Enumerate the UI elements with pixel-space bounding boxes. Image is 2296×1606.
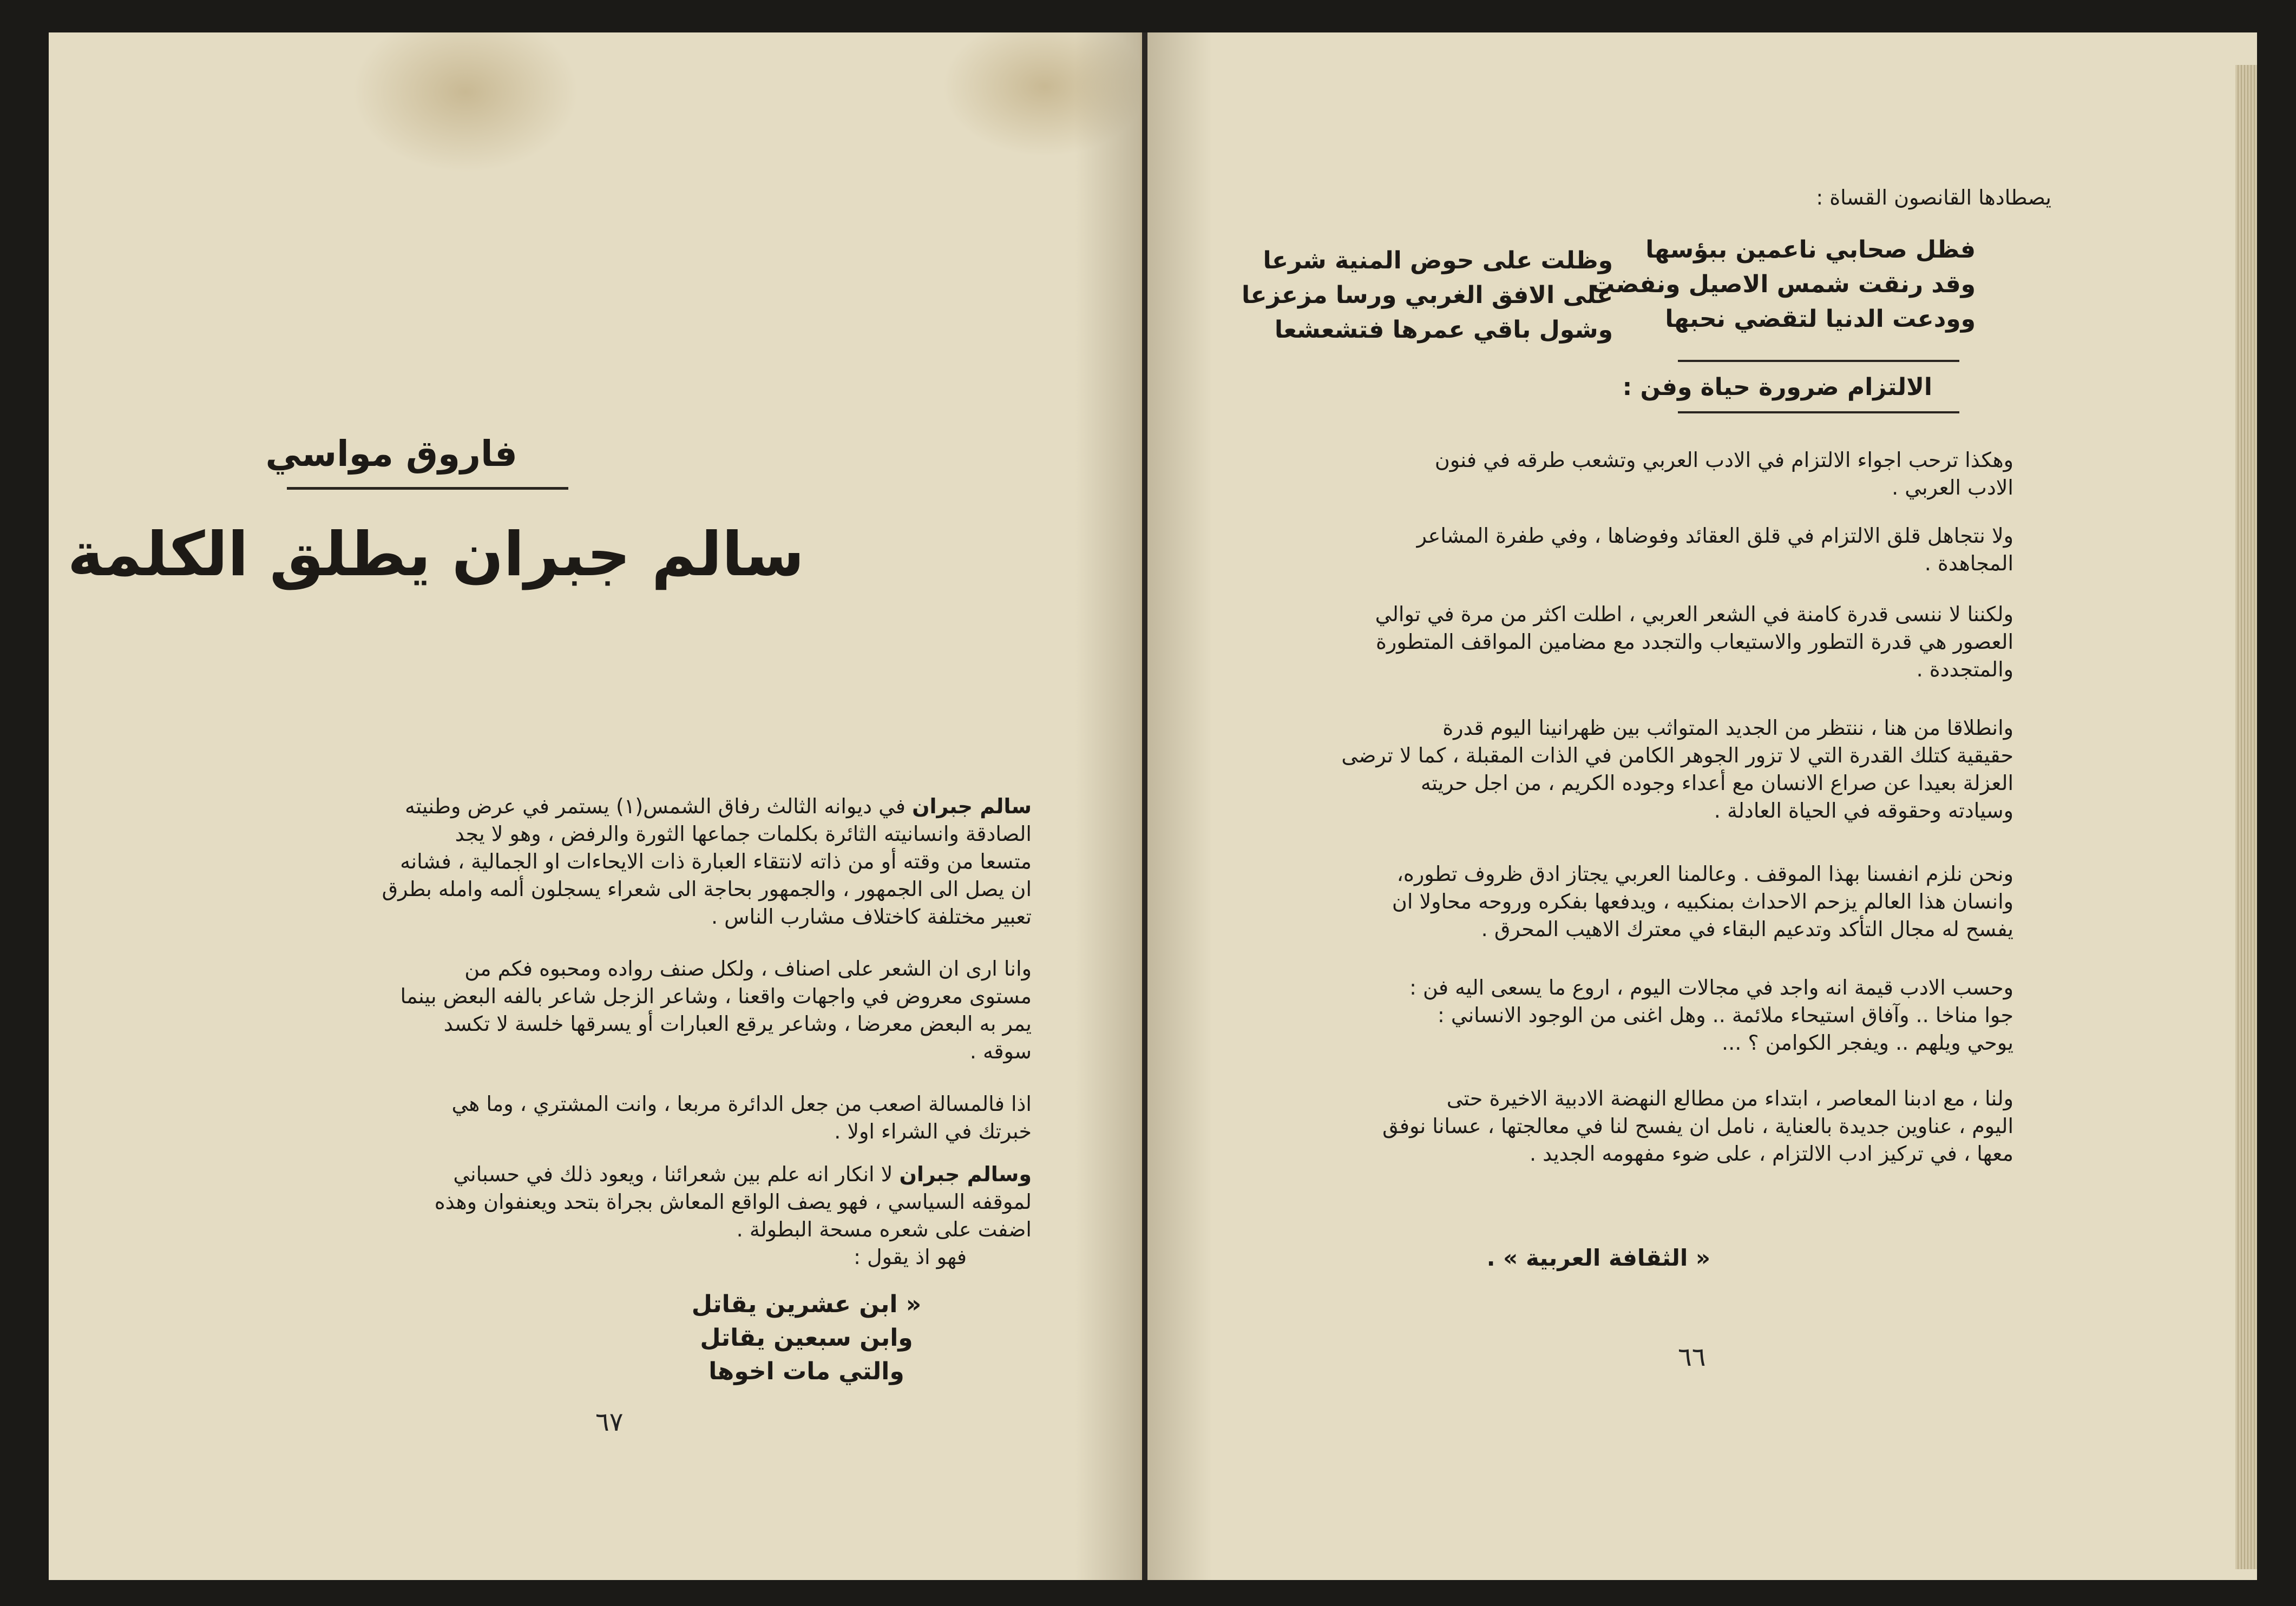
verse-line: وقد رنقت شمس الاصيل ونفضت	[1591, 271, 1976, 298]
paragraph-line: ان يصل الى الجمهور ، والجمهور بحاجة الى شعراء يسجلون ألمه وامله بطرق	[382, 877, 1032, 901]
poem-line: وابن سبعين يقاتل	[700, 1324, 913, 1352]
paragraph-lead: وسالم جبران	[899, 1162, 1032, 1186]
paragraph-6	[1245, 974, 2013, 1057]
paragraph-line: وسيادته وحقوقه في الحياة العادلة .	[1714, 799, 2013, 822]
paragraph-line: اليوم ، عناوين جديدة بالعناية ، نامل ان يفسح لنا في معالجتها ، عسانا نوفق	[1382, 1114, 2013, 1138]
paragraph-line: المجاهدة .	[1924, 551, 2013, 575]
paragraph-5	[1245, 860, 2013, 943]
paragraph-line: والمتجددة .	[1916, 657, 2013, 681]
verse-line: فظل صحابي ناعمين ببؤسها	[1645, 236, 1976, 264]
verse-line: وشول باقي عمرها فتشعشعا	[1274, 316, 1613, 344]
paragraph-line: اضفت على شعره مسحة البطولة .	[736, 1217, 1032, 1241]
paragraph-line: الادب العربي .	[1892, 476, 2013, 499]
paragraph-line: ولا نتجاهل قلق الالتزام في قلق العقائد وفوضاها ، وفي طفرة المشاعر	[1416, 524, 2013, 548]
paragraph-line: فهو اذ يقول :	[854, 1245, 967, 1269]
verse-line: على الافق الغربي ورسا مزعزعا	[1241, 281, 1613, 309]
paragraph-line: سوقه .	[969, 1039, 1032, 1063]
paragraph-line: وانسان هذا العالم يزحم الاحداث بمنكبيه ، ويدفعها بفكره وروحه محاولا ان	[1392, 890, 2013, 913]
paragraph-line: يفسح له مجال التأكد وتدعيم البقاء في معترك الاهيب المحرق .	[1481, 917, 2013, 941]
water-stain	[352, 32, 579, 173]
paragraph-4	[209, 1161, 1032, 1271]
paragraph-1	[1245, 446, 2013, 502]
paragraph-line: يمر به البعض معرضا ، وشاعر يرقع العبارات أو يسرقها خلسة لا تكسد	[443, 1012, 1032, 1036]
open-book	[49, 32, 2257, 1580]
paragraph-line: العصور هي قدرة التطور والاستيعاب والتجدد مع مضامين المواقف المتطورة	[1376, 630, 2013, 654]
paragraph-line: معها ، في تركيز ادب الالتزام ، على ضوء مفهومه الجديد .	[1529, 1142, 2013, 1166]
heading-rule	[1678, 411, 1959, 413]
paragraph-line: اذا فالمسالة اصعب من جعل الدائرة مربعا ، وانت المشتري ، وما هي	[451, 1092, 1032, 1116]
page-number: ٦٦	[1678, 1342, 1706, 1372]
paragraph-line: متسعا من وقته أو من ذاته لانتقاء العبارة ذات الايحاءات او الجمالية ، فشانه	[400, 850, 1032, 873]
paragraph-line: يوحي ويلهم .. ويفجر الكوامن ؟ ...	[1722, 1031, 2013, 1055]
section-subheading: الالتزام ضرورة حياة وفن :	[1622, 373, 1932, 401]
right-page	[1147, 32, 2257, 1580]
paragraph-line: خبرتك في الشراء اولا .	[834, 1120, 1032, 1143]
paragraph-2	[1245, 522, 2013, 577]
paragraph-lead: سالم جبران	[912, 794, 1032, 818]
paragraph-line: لموقفه السياسي ، فهو يصف الواقع المعاش بجراة بتحد ويعنفوان وهذه	[434, 1190, 1032, 1214]
paragraph-line: وانطلاقا من هنا ، ننتظر من الجديد المتواثب بين ظهرانينا اليوم قدرة	[1442, 716, 2013, 740]
article-title: سالم جبران يطلق الكلمة	[67, 519, 804, 590]
poem-excerpt	[644, 1288, 969, 1388]
verse-column-right	[1586, 233, 1976, 337]
paragraph-2	[209, 955, 1032, 1065]
paragraph-line: تعبير مختلفة كاختلاف مشارب الناس .	[711, 905, 1032, 929]
intro-line: يصطادها القانصون القساة :	[1816, 186, 2051, 209]
paragraph-line: حقيقية كتلك القدرة التي لا تزور الجوهر الكامن في الذات المقبلة ، كما لا ترضى	[1341, 743, 2013, 767]
paragraph-line: وحسب الادب قيمة انه واجد في مجالات اليوم ، اروع ما يسعى اليه فن :	[1409, 976, 2013, 999]
page-edges	[2235, 65, 2257, 1569]
verse-line: وظلت على حوض المنية شرعا	[1263, 247, 1613, 274]
paragraph-line: وانا ارى ان الشعر على اصناف ، ولكل صنف رواده ومحبوه فكم من	[464, 957, 1032, 980]
source-citation: « الثقافة العربية » .	[1486, 1245, 1710, 1271]
water-stain	[942, 32, 1142, 157]
paragraph-line: مستوى معروض في واجهات واقعنا ، وشاعر الزجل شاعر بالفه البعض بينما	[400, 984, 1032, 1008]
paragraph-4	[1245, 714, 2013, 825]
paragraph-line: ونحن نلزم انفسنا بهذا الموقف . وعالمنا العربي يجتاز ادق ظروف تطوره،	[1396, 862, 2013, 886]
paragraph-line: في ديوانه الثالث رفاق الشمس(١) يستمر في عرض وطنيته	[405, 794, 906, 818]
poem-line: « ابن عشرين يقاتل	[691, 1291, 922, 1318]
paragraph-line: وهكذا ترحب اجواء الالتزام في الادب العربي وتشعب طرقه في فنون	[1434, 448, 2013, 472]
paragraph-3	[209, 1090, 1032, 1146]
author-underline	[287, 487, 568, 490]
page-number: ٦٧	[595, 1407, 624, 1437]
verse-line: وودعت الدنيا لتقضي نحبها	[1665, 305, 1976, 333]
heading-rule	[1678, 360, 1959, 362]
poem-line: والتي مات اخوها	[709, 1358, 904, 1385]
paragraph-line: العزلة بعيدا عن صراع الانسان مع أعداء وجوده الكريم ، من اجل حريته	[1420, 771, 2013, 795]
paragraph-line: لا انكار انه علم بين شعرائنا ، ويعود ذلك في حسباني	[453, 1162, 893, 1186]
paragraph-3	[1245, 601, 2013, 683]
paragraph-line: ولكننا لا ننسى قدرة كامنة في الشعر العربي ، اطلت اكثر من مرة في توالي	[1375, 602, 2013, 626]
article-author: فاروق مواسي	[265, 433, 517, 475]
left-page	[49, 32, 1142, 1580]
paragraph-line: جوا مناخا .. وآفاق استيحاء ملائمة .. وهل اغنى من الوجود الانساني :	[1438, 1003, 2013, 1027]
paragraph-line: ولنا ، مع ادبنا المعاصر ، ابتداء من مطالع النهضة الادبية الاخيرة حتى	[1446, 1087, 2013, 1110]
paragraph-line: الصادقة وانسانيته الثائرة بكلمات جماعها الثورة والرفض ، وهو لا يجد	[455, 822, 1032, 846]
paragraph-1	[209, 793, 1032, 931]
verse-column-left	[1234, 243, 1613, 347]
paragraph-7	[1245, 1085, 2013, 1168]
